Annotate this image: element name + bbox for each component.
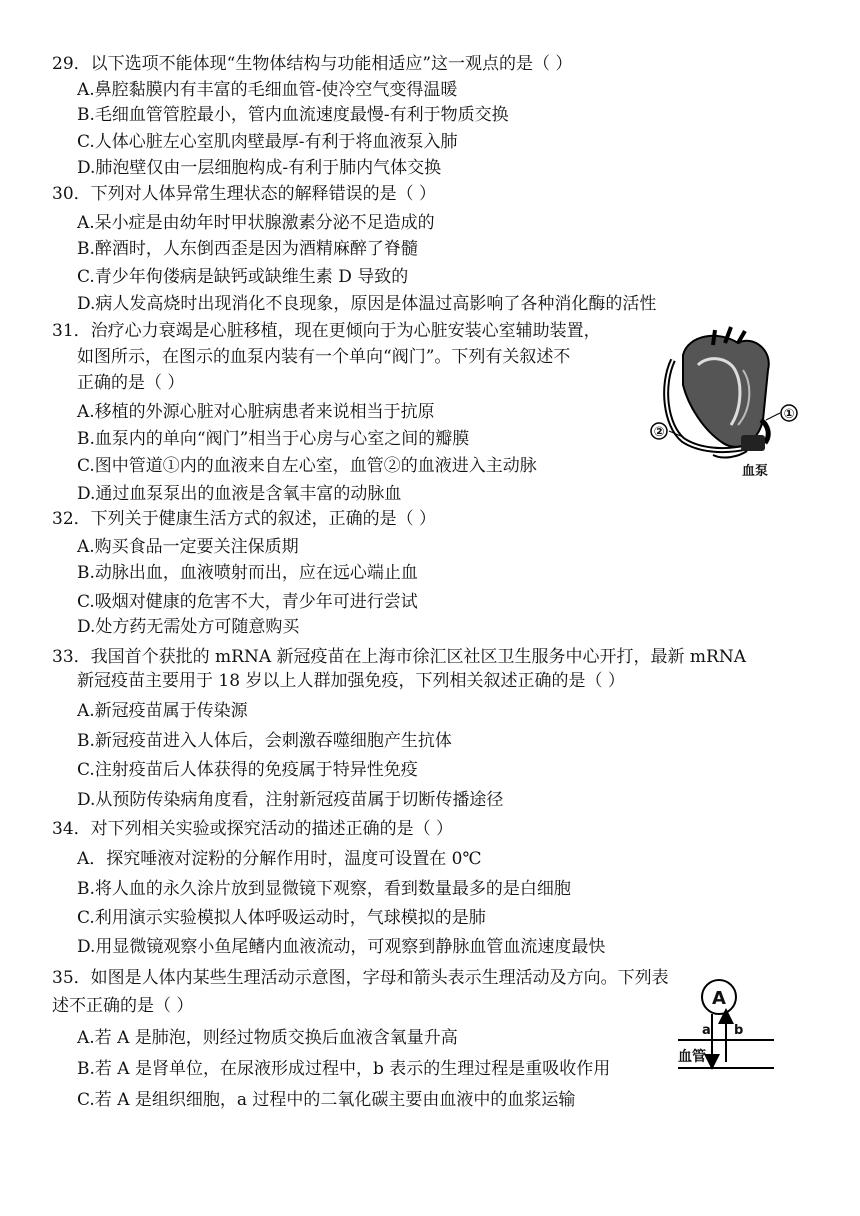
q31-stem-line2: 如图所示，在图示的血泵内装有一个单向“阀门”。下列有关叙述不 <box>77 347 571 367</box>
q33-stem-line1: 33．我国首个获批的 mRNA 新冠疫苗在上海市徐汇区社区卫生服务中心开打，最新 mRNA <box>52 647 746 667</box>
heart-pump-figure <box>643 325 808 485</box>
q29-option-a: A.鼻腔黏膜内有丰富的毛细血管-使冷空气变得温暖 <box>77 80 458 100</box>
q33-option-d: D.从预防传染病角度看，注射新冠疫苗属于切断传播途径 <box>77 790 504 810</box>
label-1: ① <box>783 407 795 422</box>
q29-option-b: B.毛细血管管腔最小，管内血流速度最慢-有利于物质交换 <box>77 105 509 125</box>
q33-option-b: B.新冠疫苗进入人体后，会刺激吞噬细胞产生抗体 <box>77 731 452 751</box>
q35-option-b: B.若 A 是肾单位，在尿液形成过程中，b 表示的生理过程是重吸收作用 <box>77 1059 611 1079</box>
label-2: ② <box>653 425 665 440</box>
q32-option-d: D.处方药无需处方可随意购买 <box>77 617 300 637</box>
q30-option-d: D.病人发高烧时出现消化不良现象，原因是体温过高影响了各种消化酶的活性 <box>77 294 657 314</box>
q32-option-b: B.动脉出血，血液喷射而出，应在远心端止血 <box>77 563 418 583</box>
q30-option-c: C.青少年佝偻病是缺钙或缺维生素 D 导致的 <box>77 267 409 287</box>
q33-option-a: A.新冠疫苗属于传染源 <box>77 701 248 721</box>
heart-drawing <box>683 327 769 447</box>
q35-option-c: C.若 A 是组织细胞，a 过程中的二氧化碳主要由血液中的血浆运输 <box>77 1090 576 1110</box>
q32-stem: 32．下列关于健康生活方式的叙述，正确的是（ ） <box>52 509 437 529</box>
q32-option-a: A.购买食品一定要关注保质期 <box>77 537 299 557</box>
q34-option-b: B.将人血的永久涂片放到显微镜下观察，看到数量最多的是白细胞 <box>77 879 571 899</box>
q35-stem-line2: 述不正确的是（ ） <box>52 996 194 1016</box>
q34-option-c: C.利用演示实验模拟人体呼吸运动时，气球模拟的是肺 <box>77 908 486 928</box>
q32-option-c: C.吸烟对健康的危害不大，青少年可进行尝试 <box>77 592 418 612</box>
q30-stem: 30．下列对人体异常生理状态的解释错误的是（ ） <box>52 184 437 204</box>
q31-option-d: D.通过血泵泵出的血液是含氧丰富的动脉血 <box>77 484 402 504</box>
arrow-b-label: b <box>734 1023 744 1038</box>
q35-stem-line1: 35．如图是人体内某些生理活动示意图，字母和箭头表示生理活动及方向。下列表 <box>52 968 669 988</box>
pump-label: 血泵 <box>742 464 769 479</box>
q31-option-b: B.血泵内的单向“阀门”相当于心房与心室之间的瓣膜 <box>77 429 470 449</box>
q31-stem-line3: 正确的是（ ） <box>77 373 185 393</box>
exchange-figure <box>676 972 776 1072</box>
q30-option-a: A.呆小症是由幼年时甲状腺激素分泌不足造成的 <box>77 213 435 233</box>
q33-option-c: C.注射疫苗后人体获得的免疫属于特异性免疫 <box>77 760 418 780</box>
q33-stem-line2: 新冠疫苗主要用于 18 岁以上人群加强免疫，下列相关叙述正确的是（ ） <box>77 671 625 691</box>
q35-option-a: A.若 A 是肺泡，则经过物质交换后血液含氧量升高 <box>77 1028 458 1048</box>
q34-stem: 34．对下列相关实验或探究活动的描述正确的是（ ） <box>52 819 454 839</box>
q34-option-d: D.用显微镜观察小鱼尾鳍内血液流动，可观察到静脉血管血流速度最快 <box>77 937 606 957</box>
q31-option-c: C.图中管道①内的血液来自左心室，血管②的血液进入主动脉 <box>77 456 537 476</box>
q31-stem-line1: 31．治疗心力衰竭是心脏移植，现在更倾向于为心脏安装心室辅助装置， <box>52 321 601 341</box>
q30-option-b: B.醉酒时，人东倒西歪是因为酒精麻醉了脊髓 <box>77 239 418 259</box>
q29-option-c: C.人体心脏左心室肌肉壁最厚-有利于将血液泵入肺 <box>77 132 458 152</box>
q34-option-a: A．探究唾液对淀粉的分解作用时，温度可设置在 0℃ <box>77 849 482 869</box>
structure-a-label: A <box>712 988 726 1009</box>
q29-stem: 29．以下选项不能体现“生物体结构与功能相适应”这一观点的是（ ） <box>52 54 573 74</box>
q29-option-d: D.肺泡壁仅由一层细胞构成-有利于肺内气体交换 <box>77 158 442 178</box>
vessel-label: 血管 <box>678 1049 706 1065</box>
arrow-a-label: a <box>702 1023 711 1038</box>
q31-option-a: A.移植的外源心脏对心脏病患者来说相当于抗原 <box>77 402 435 422</box>
